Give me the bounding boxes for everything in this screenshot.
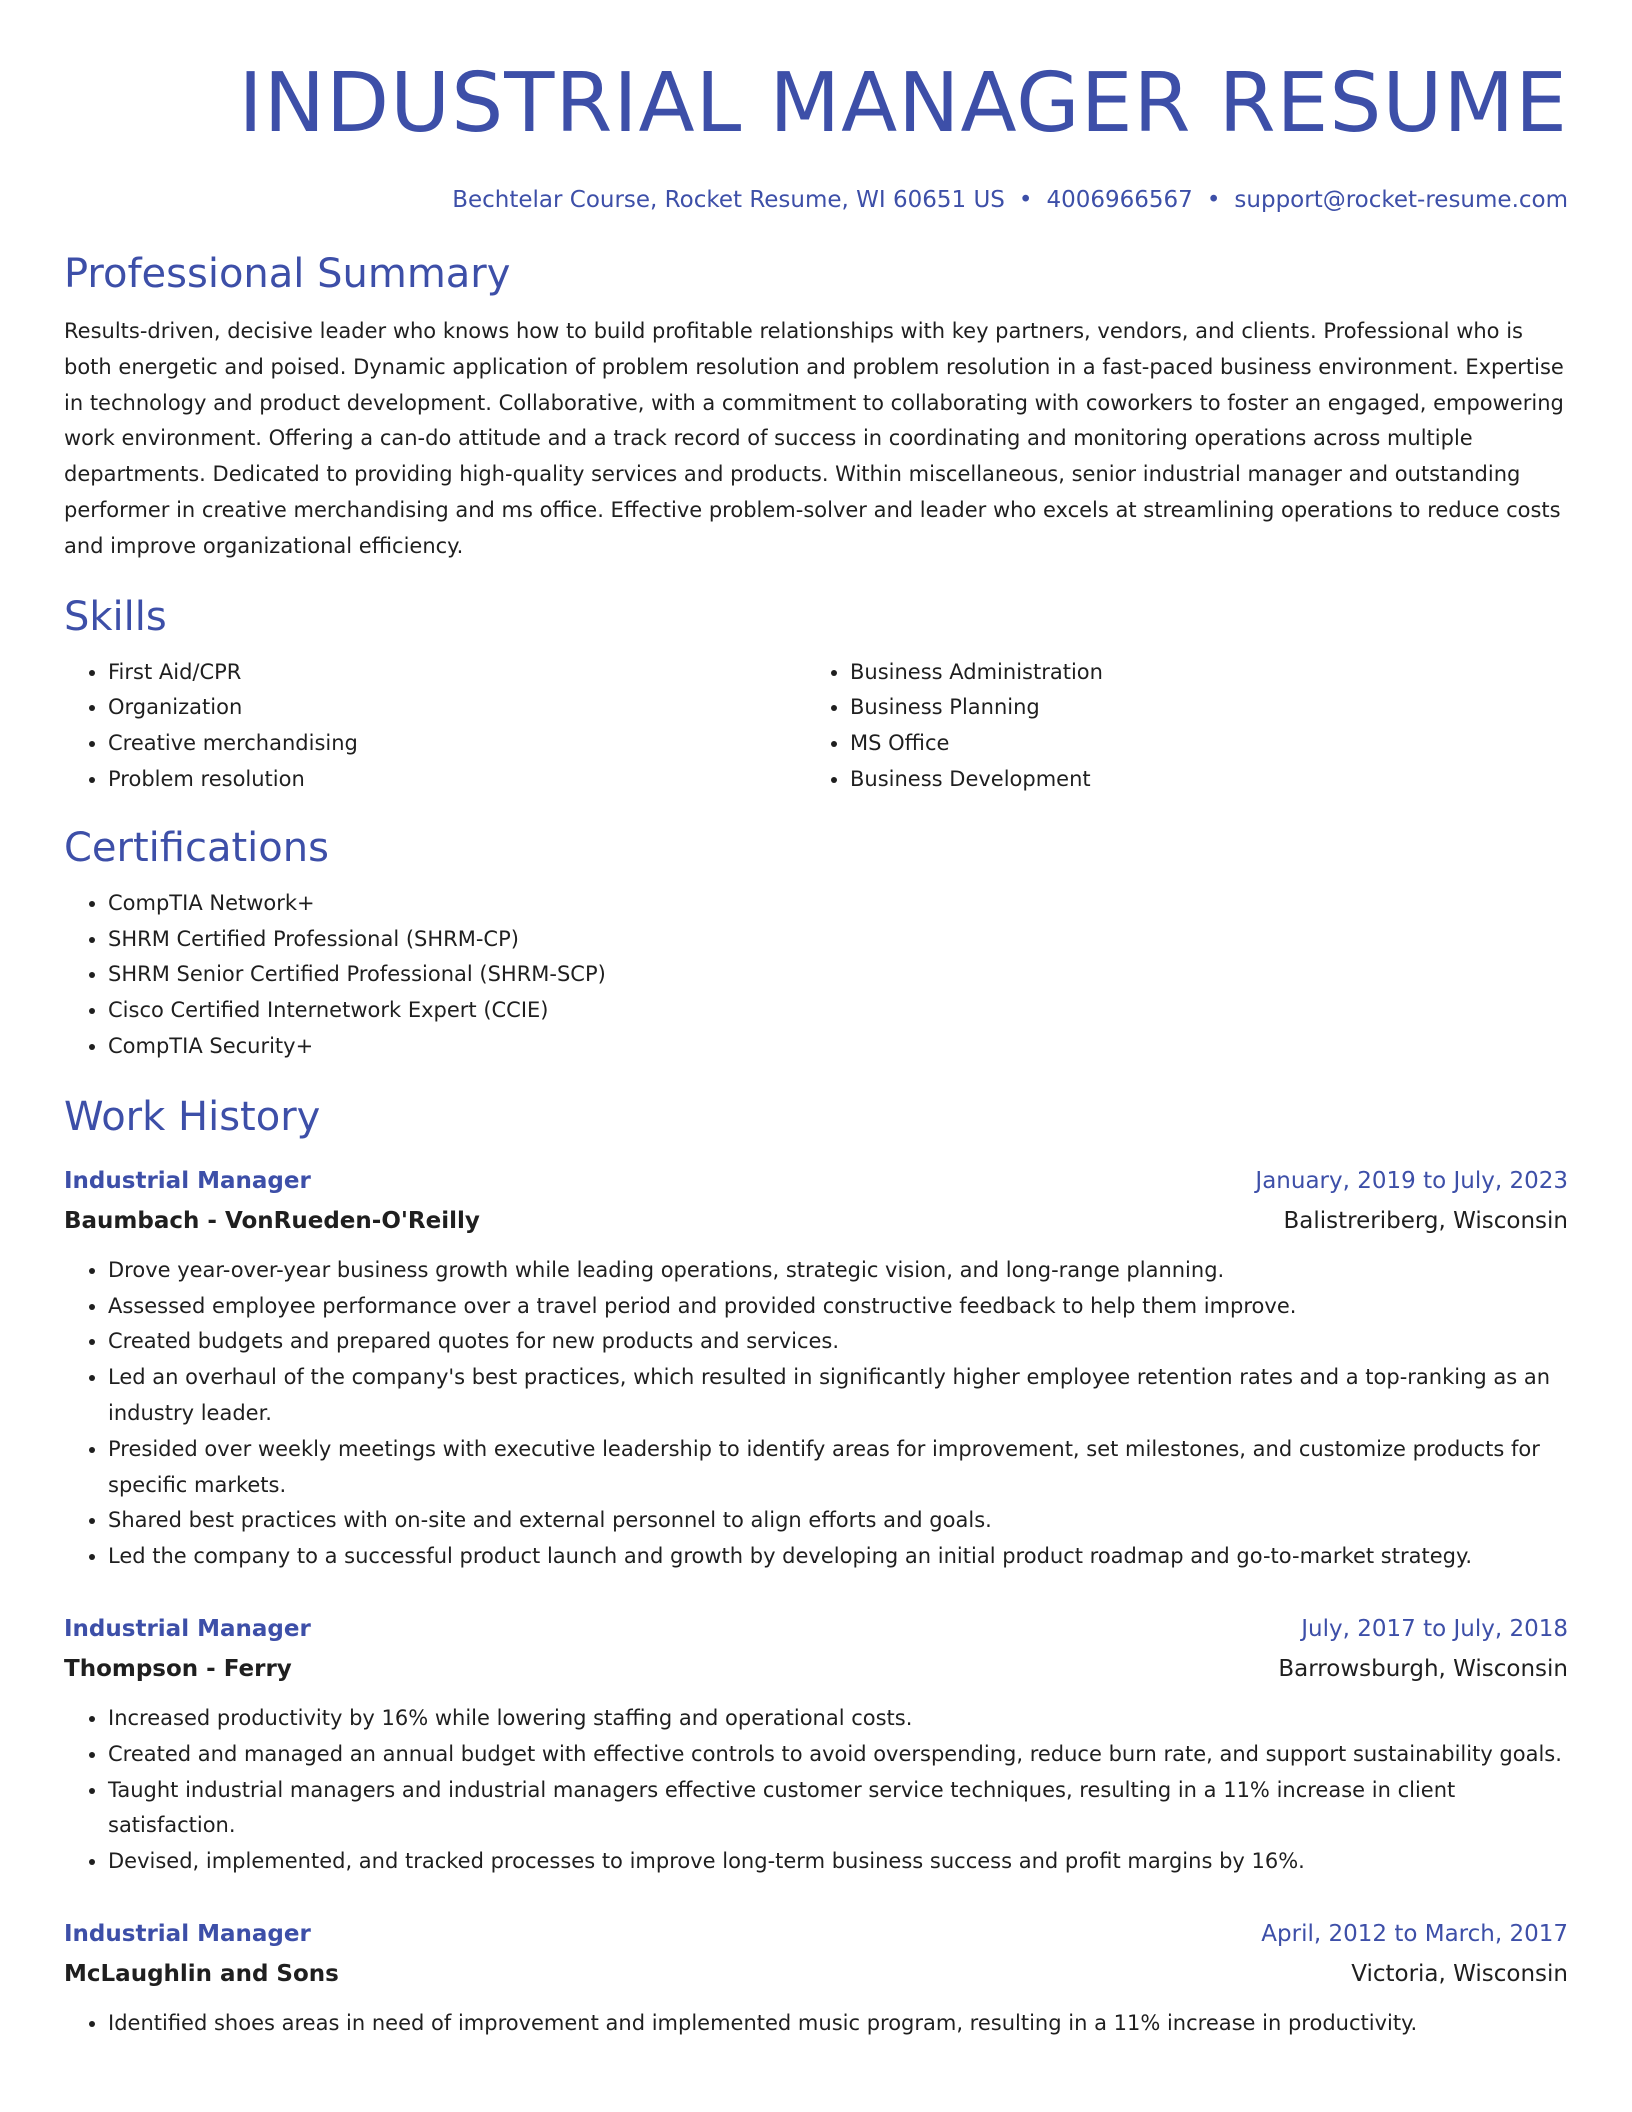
work-history-heading: Work History xyxy=(64,1093,321,1140)
job-company-row xyxy=(64,1201,1568,1241)
job-entry xyxy=(64,1161,1568,1575)
contact-separator: • xyxy=(1206,187,1221,213)
job-bullet: • Created budgets and prepared quotes for new products and services. xyxy=(108,1324,1568,1360)
resume-header xyxy=(64,48,1568,216)
job-dates: April, 2012 to March, 2017 xyxy=(1261,1920,1568,1947)
job-title-row xyxy=(64,1161,1568,1201)
job-bullet: • Created and managed an annual budget with effective controls to avoid overspending, reduce burn rate, and support sustainability goals. xyxy=(108,1737,1568,1773)
certification-item: • SHRM Senior Certified Professional (SHRM-SCP) xyxy=(108,957,1568,993)
job-dates: January, 2019 to July, 2023 xyxy=(1255,1167,1568,1194)
skill-item: • MS Office xyxy=(850,726,1548,762)
job-company-row xyxy=(64,1954,1568,1994)
contact-separator: • xyxy=(1018,187,1033,213)
job-company-row xyxy=(64,1649,1568,1689)
job-bullet: • Drove year-over-year business growth while leading operations, strategic vision, and long-range planning. xyxy=(108,1253,1568,1289)
certifications-list xyxy=(64,886,1568,1065)
contact-phone: 4006966567 xyxy=(1046,187,1193,213)
job-bullets xyxy=(64,1253,1568,1575)
skills-heading: Skills xyxy=(64,593,167,640)
job-company: Baumbach - VonRueden-O'Reilly xyxy=(64,1207,480,1234)
job-bullets xyxy=(64,2006,1568,2042)
certification-item: • CompTIA Security+ xyxy=(108,1029,1568,1065)
job-title-row xyxy=(64,1609,1568,1649)
skill-item: • First Aid/CPR xyxy=(108,655,806,691)
certification-item: • Cisco Certified Internetwork Expert (CCIE) xyxy=(108,993,1568,1029)
skills-grid xyxy=(64,655,1568,798)
summary-text: Results-driven, decisive leader who knows how to build profitable relationships with key partners, vendors, and clients. Professional who is both energetic and poised. Dynamic application of problem resolution and problem resolution in a fast-paced business environment. Expertise in technology and product development. Collaborative, with a commitment to collaborating with coworkers to foster an engaged, empowering work environment. Offering a can-do attitude and a track record of success in coordinating and monitoring operations across multiple departments. Dedicated to providing high-quality services and products. Within miscellaneous, senior industrial manager and outstanding performer in creative merchandising and ms office. Effective problem-solver and leader who excels at streamlining operations to reduce costs and improve organizational efficiency. xyxy=(64,319,1564,558)
skills-list-left xyxy=(64,655,806,798)
certification-item: • CompTIA Network+ xyxy=(108,886,1568,922)
skill-item: • Business Planning xyxy=(850,690,1548,726)
job-location: Balistreriberg, Wisconsin xyxy=(1283,1207,1568,1234)
job-bullet: • Identified shoes areas in need of improvement and implemented music program, resulting in a 11% increase in productivity. xyxy=(108,2006,1568,2042)
job-bullet: • Shared best practices with on-site and external personnel to align efforts and goals. xyxy=(108,1503,1568,1539)
job-bullet: • Taught industrial managers and industrial managers effective customer service techniques, resulting in a 11% increase in client satisfaction. xyxy=(108,1773,1568,1845)
skill-item: • Business Development xyxy=(850,762,1548,798)
contact-address: Bechtelar Course, Rocket Resume, WI 60651 US xyxy=(452,187,1005,213)
job-bullet: • Led an overhaul of the company's best practices, which resulted in significantly higher employee retention rates and a top-ranking as an industry leader. xyxy=(108,1360,1568,1432)
job-bullet: • Assessed employee performance over a travel period and provided constructive feedback to help them improve. xyxy=(108,1289,1568,1325)
job-bullet: • Presided over weekly meetings with executive leadership to identify areas for improvement, set milestones, and customize products for specific markets. xyxy=(108,1432,1568,1504)
job-bullet: • Led the company to a successful product launch and growth by developing an initial product roadmap and go-to-market strategy. xyxy=(108,1539,1568,1575)
job-title-row xyxy=(64,1914,1568,1954)
job-company: McLaughlin and Sons xyxy=(64,1960,339,1987)
job-bullet: • Increased productivity by 16% while lowering staffing and operational costs. xyxy=(108,1701,1568,1737)
summary-heading: Professional Summary xyxy=(64,251,511,297)
job-dates: July, 2017 to July, 2018 xyxy=(1301,1615,1568,1642)
contact-email: support@rocket-resume.com xyxy=(1234,187,1568,213)
contact-line xyxy=(64,184,1568,216)
job-title: Industrial Manager xyxy=(64,1167,311,1194)
skill-item: • Creative merchandising xyxy=(108,726,806,762)
skill-item: • Organization xyxy=(108,690,806,726)
job-title: Industrial Manager xyxy=(64,1615,311,1642)
job-title: Industrial Manager xyxy=(64,1920,311,1947)
certifications-heading: Certifications xyxy=(64,824,329,871)
job-entry xyxy=(64,1914,1568,2042)
resume-title: INDUSTRIAL MANAGER RESUME xyxy=(238,56,1568,151)
skill-item: • Problem resolution xyxy=(108,762,806,798)
job-company: Thompson - Ferry xyxy=(64,1655,292,1682)
job-entry xyxy=(64,1609,1568,1880)
job-bullet: • Devised, implemented, and tracked processes to improve long-term business success and profit margins by 16%. xyxy=(108,1844,1568,1880)
job-bullets xyxy=(64,1701,1568,1880)
certification-item: • SHRM Certified Professional (SHRM-CP) xyxy=(108,922,1568,958)
job-location: Victoria, Wisconsin xyxy=(1351,1960,1568,1987)
skill-item: • Business Administration xyxy=(850,655,1548,691)
job-location: Barrowsburgh, Wisconsin xyxy=(1278,1655,1568,1682)
skills-list-right xyxy=(806,655,1548,798)
